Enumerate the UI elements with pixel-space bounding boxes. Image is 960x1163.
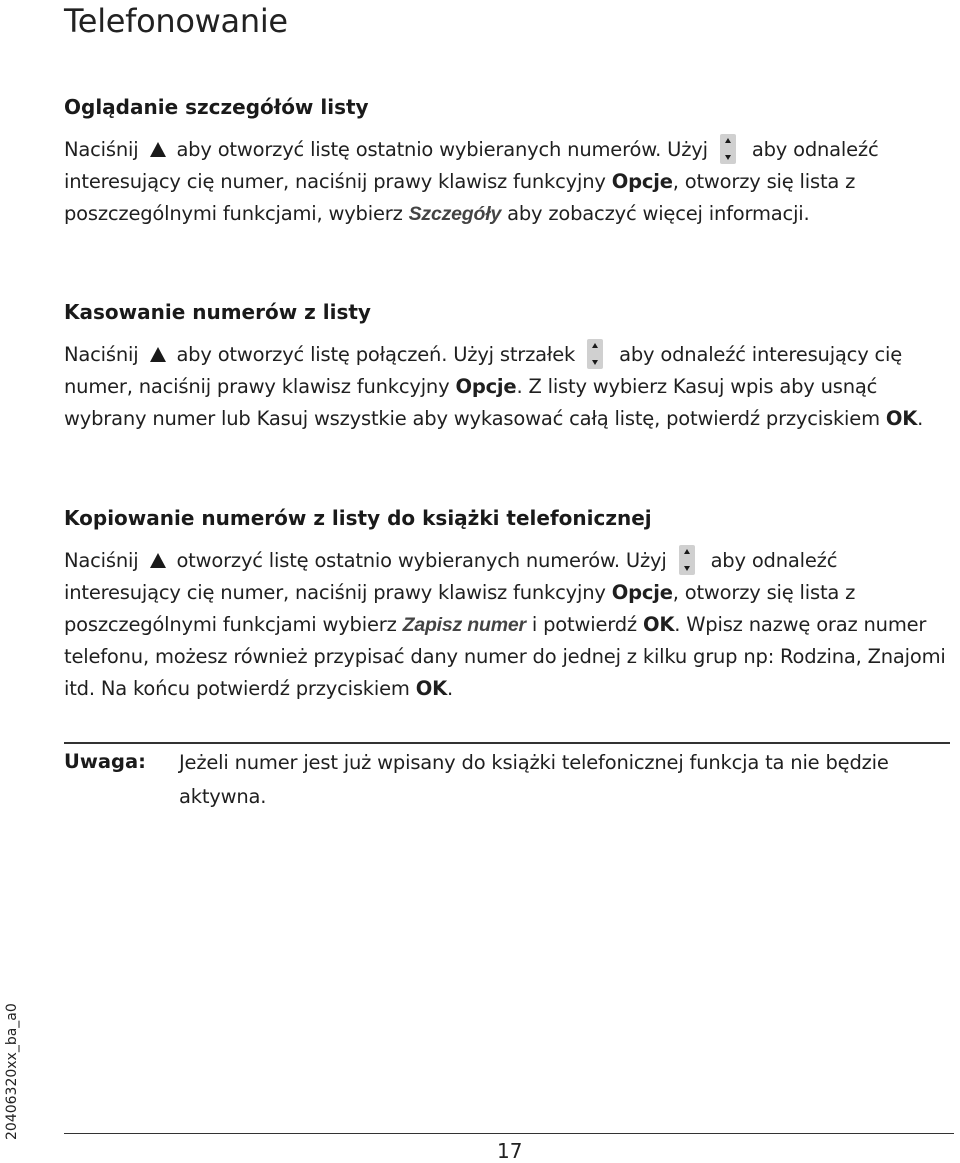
section-delete-numbers [64,299,954,435]
softkey-label: Opcje [611,581,673,604]
section-copy-to-phonebook [64,505,954,705]
ok-key-label: OK [415,677,448,700]
text-run: aby zobaczyć więcej informacji. [507,202,810,225]
text-run: . [917,407,924,430]
menu-option-label: Zapisz numer [402,614,526,636]
text-run: aby otworzyć listę połączeń. Użyj strzałek [176,343,576,366]
page-number: 17 [497,1139,523,1163]
up-arrow-key-icon [150,142,166,157]
menu-option-label: Szczegóły [408,203,502,225]
up-down-navigation-key-icon [679,545,695,575]
text-run: . Wpisz nazwę oraz numer telefonu, możesz również przypisać dany numer do jednej z kilku grup np: Rodzina, Znajomi itd. Na końcu potwierdź przyciskiem [64,613,946,700]
section-paragraph [64,134,954,230]
text-run: i potwierdź [531,613,637,636]
document-code: 20406320xx_ba_a0 [4,1003,20,1140]
footer-divider [64,1133,954,1134]
ok-key-label: OK [885,407,918,430]
text-run: Naciśnij [64,343,139,366]
up-arrow-key-icon [150,553,166,568]
text-run: , otworzy się lista z poszczególnymi funkcjami wybierz [64,581,856,636]
up-down-navigation-key-icon [720,134,736,164]
text-run: . [447,677,454,700]
text-run: Naciśnij [64,549,139,572]
section-paragraph [64,545,954,705]
note-text: Jeżeli numer jest już wpisany do książki telefonicznej funkcja ta nie będzie aktywna. [179,751,889,808]
section-heading: Oglądanie szczegółów listy [64,95,369,119]
text-run: aby odnaleźć interesujący cię numer, naciśnij prawy klawisz funkcyjny [64,549,838,604]
text-run: otworzyć listę ostatnio wybieranych numerów. Użyj [176,549,667,572]
note-divider [64,742,950,744]
text-run: Naciśnij [64,138,139,161]
section-heading: Kasowanie numerów z listy [64,300,371,324]
text-run: , otworzy się lista z poszczególnymi funkcjami, wybierz [64,170,856,225]
note-label: Uwaga: [64,750,146,773]
text-run: aby odnaleźć interesujący cię numer, naciśnij prawy klawisz funkcyjny [64,138,879,193]
softkey-label: Opcje [611,170,673,193]
text-run: aby otworzyć listę ostatnio wybieranych numerów. Użyj [176,138,708,161]
softkey-label: Opcje [455,375,517,398]
page-title: Telefonowanie [64,2,288,40]
section-paragraph [64,339,954,435]
text-run: aby odnaleźć interesujący cię numer, naciśnij prawy klawisz funkcyjny [64,343,903,398]
text-run: . Z listy wybierz Kasuj wpis aby usnąć wybrany numer lub Kasuj wszystkie aby wykasować całą listę, potwierdź przyciskiem [64,375,880,430]
section-view-details [64,94,954,230]
up-down-navigation-key-icon [587,339,603,369]
ok-key-label: OK [642,613,675,636]
up-arrow-key-icon [150,347,166,362]
section-heading: Kopiowanie numerów z listy do książki telefonicznej [64,506,652,530]
